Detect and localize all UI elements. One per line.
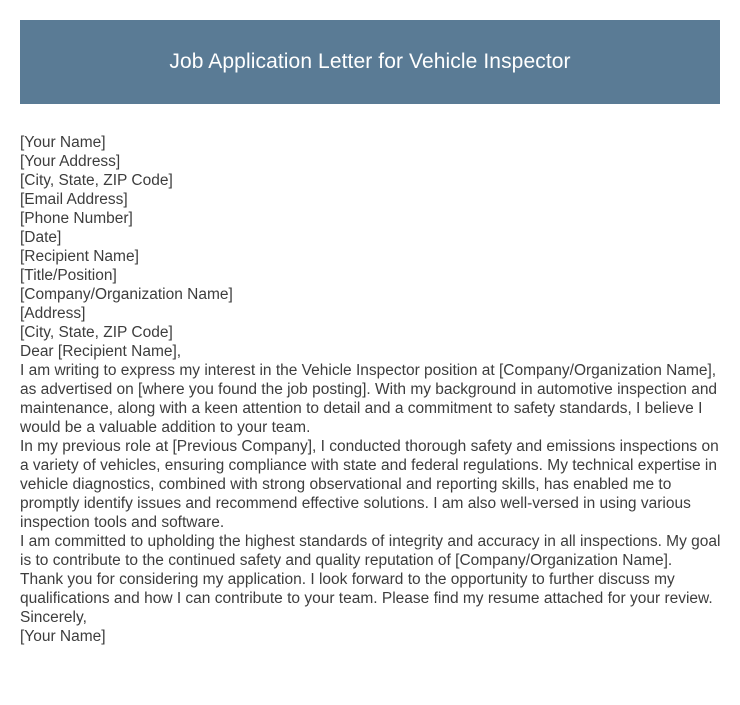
body-paragraph-intro: I am writing to express my interest in the Vehicle Inspector position at [Company/Organization Name], as advertised on [where you found the job posting]. With my background in automotive inspection and maintenance, along with a keen attention to detail and a commitment to safety standards, I believe I would be a valuable addition to your team. bbox=[20, 362, 718, 436]
sender-name: [Your Name] bbox=[20, 134, 106, 151]
recipient-company: [Company/Organization Name] bbox=[20, 286, 233, 303]
recipient-city-state-zip: [City, State, ZIP Code] bbox=[20, 324, 173, 341]
signature-name: [Your Name] bbox=[20, 628, 106, 645]
body-paragraph-experience: In my previous role at [Previous Company], I conducted thorough safety and emissions inspections on a variety of vehicles, ensuring compliance with state and federal regulations. My technical expertise in vehicle diagnostics, combined with strong observational and reporting skills, has enabled me to promptly identify issues and recommend effective solutions. I am also well-versed in using various inspection tools and software. bbox=[20, 438, 719, 531]
sender-phone: [Phone Number] bbox=[20, 210, 133, 227]
sender-email: [Email Address] bbox=[20, 191, 128, 208]
sender-address: [Your Address] bbox=[20, 153, 121, 170]
letter-date: [Date] bbox=[20, 229, 62, 246]
title-banner bbox=[20, 20, 720, 104]
recipient-name: [Recipient Name] bbox=[20, 248, 139, 265]
sender-city-state-zip: [City, State, ZIP Code] bbox=[20, 172, 173, 189]
sign-off: Sincerely, bbox=[20, 609, 87, 626]
salutation: Dear [Recipient Name], bbox=[20, 343, 182, 360]
page-title: Job Application Letter for Vehicle Inspector bbox=[169, 50, 571, 73]
recipient-title: [Title/Position] bbox=[20, 267, 117, 284]
recipient-address: [Address] bbox=[20, 305, 86, 322]
body-paragraph-commitment: I am committed to upholding the highest standards of integrity and accuracy in all inspections. My goal is to contribute to the continued safety and quality reputation of [Company/Organization Name]. bbox=[20, 533, 721, 569]
body-paragraph-closing: Thank you for considering my application. I look forward to the opportunity to further discuss my qualifications and how I can contribute to your team. Please find my resume attached for your review. bbox=[20, 571, 713, 607]
letter-body bbox=[20, 133, 724, 646]
